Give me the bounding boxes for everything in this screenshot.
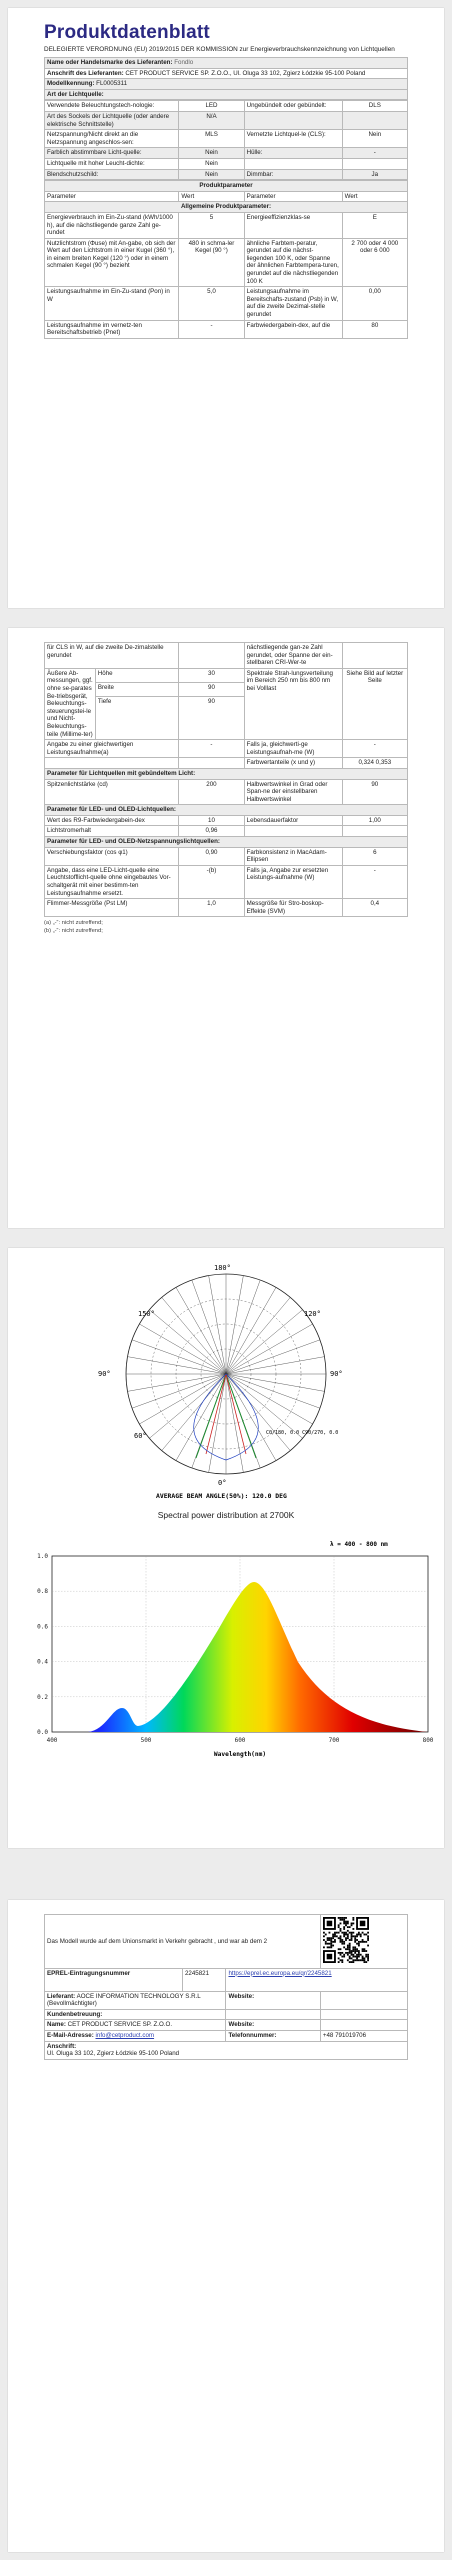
table-row: Lichtstromerhalt 0,96 (45, 826, 408, 837)
page-2 (8, 628, 444, 1228)
y-tick-label: 0.2 (37, 1693, 48, 1701)
type-table (44, 100, 408, 180)
x-tick-label: 400 (46, 1737, 58, 1744)
y-tick-label: 0.6 (37, 1623, 48, 1631)
col-header: Parameter (45, 191, 179, 202)
col-header: Wert (342, 191, 407, 202)
customer-service-label: Kundenbetreuung: (45, 2009, 226, 2020)
table-row: Spitzenlichtstärke (cd) 200 Halbwertswinkel in Grad oder Span-ne der einstellbaren Halbwertswinkel 90 (45, 779, 408, 805)
website2-label: Website: (226, 2020, 320, 2031)
polar-distribution-chart (8, 1254, 444, 1504)
table-row: Flimmer-Messgröße (Pst LM) 1,0 Messgröße für Stro-boskop-Effekte (SVM) 0,4 (45, 899, 408, 917)
supplier-table (44, 57, 408, 100)
table-row: Breite 90 (45, 682, 408, 696)
table-row (45, 1968, 408, 1991)
polar-label: 180° (214, 1264, 231, 1272)
x-tick-label: 800 (422, 1737, 434, 1744)
table-row: Name: CET PRODUCT SERVICE SP. Z.O.O. Website: (45, 2020, 408, 2031)
table-row: Farblich abstimmbare Licht-quelle: Nein Hülle: - (45, 148, 408, 159)
page-1 (8, 8, 444, 608)
supplier-address-row: Anschrift des Lieferanten: CET PRODUCT SERVICE SP. Z.O.O., Ul. Oluga 33 102, Zgierz Łódzkie 95-100 Poland (45, 68, 408, 79)
general-header: Allgemeine Produktparameter: (45, 202, 408, 213)
polar-label: 120° (304, 1310, 321, 1318)
table-row: Nutzlichtstrom (Φuse) mit An-gabe, ob sich der Wert auf den Lichtstrom in einer Kugel (360 °), in einem breiten Kegel (120 °) oder in einem schmalen Kegel (90 °) bezieht 480 in schma-ler Kegel (90 °) ähnliche Farbtem-peratur, gerundet auf die nächst-liegenden 100 K, oder Spanne der ähnlichen Farbtempera-turen, gerundet auf die nächstliegenden 100 K 2 700 oder 4 000 oder 6 000 (45, 238, 408, 287)
table-row: Leistungsaufnahme im vernetz-ten Bereitschaftsbetrieb (Pnet) - Farbwiedergabein-dex, auf die 80 (45, 320, 408, 338)
table-row: E-Mail-Adresse: info@cetproduct.com Telefonnummer: +48 791019706 (45, 2030, 408, 2041)
page-4 (8, 1900, 444, 2552)
qr-code-icon (323, 1917, 369, 1963)
table-row: Leistungsaufnahme im Ein-Zu-stand (Pon) in W 5,0 Leistungsaufnahme im Bereitschafts-zustand (Psb) in W, auf die zweite Dezimal-stelle gerundet 0,00 (45, 287, 408, 320)
y-tick-label: 1.0 (37, 1553, 48, 1560)
info-table (44, 1914, 408, 2060)
supplier-text: AOCE INFORMATION TECHNOLOGY S.R.L (Bevollmächtigter) (47, 1992, 201, 2008)
y-tick-label: 0.4 (37, 1658, 48, 1666)
footnote: (b) „-“: nicht zutreffend; (44, 928, 103, 935)
page-title: Produktdatenblatt (44, 22, 210, 43)
supplier-name-row: Name oder Handelsmarke des Lieferanten: Fondlo (45, 58, 408, 69)
table-row: für CLS in W, auf die zweite De-zimalstelle gerundet nächstliegende gan-ze Zahl gerundet, oder Spanne der ein-stellbaren CRI-Wer-te (45, 643, 408, 669)
x-tick-label: 700 (328, 1737, 340, 1744)
table-row: Verschiebungsfaktor (cos φ1) 0,90 Farbkonsistenz in MacAdam-Ellipsen 6 (45, 847, 408, 865)
table-row (45, 2009, 408, 2020)
polar-label: 90° (330, 1370, 343, 1378)
table-row: Farbwertanteile (x und y) 0,324 0,353 (45, 758, 408, 769)
table-row: Art des Sockels der Lichtquelle (oder andere elektrische Schnittstelle) N/A (45, 111, 408, 129)
table-row: Angabe zu einer gleichwertigen Leistungsaufnahme(a) - Falls ja, gleichwerti-ge Leistungsaufnah-me (W) - (45, 740, 408, 758)
table-row (45, 1915, 408, 1969)
table-row: Verwendete Beleuchtungstech-nologie: LED Ungebündelt oder gebündelt: DLS (45, 101, 408, 112)
market-text: Das Modell wurde auf dem Unionsmarkt in Verkehr gebracht , und war ab dem 2 (45, 1915, 321, 1969)
y-tick-label: 0.8 (37, 1588, 48, 1596)
footnote: (a) „-“: nicht zutreffend; (44, 920, 103, 927)
phone-label: Telefonnummer: (226, 2030, 320, 2041)
chart-caption: Spectral power distribution at 2700K (157, 1510, 295, 1520)
directional-header: Parameter für Lichtquellen mit gebündeltem Licht: (45, 768, 408, 779)
service-name: CET PRODUCT SERVICE SP. Z.O.O. (67, 2021, 173, 2029)
polar-side-label: C0/180, 0.0 C90/270, 0.0 (266, 1430, 339, 1436)
col-header: Parameter (244, 191, 342, 202)
table-row: Lichtquelle mit hoher Leucht-dichte: Nein (45, 158, 408, 169)
x-tick-label: 500 (140, 1737, 152, 1744)
table-row: Blendschutzschild: Nein Dimmbar: Ja (45, 169, 408, 180)
params-continued-table (44, 642, 408, 917)
polar-label: 60° (134, 1432, 147, 1440)
table-row: Lieferant: AOCE INFORMATION TECHNOLOGY S.R.L (Bevollmächtigter) Website: (45, 1991, 408, 2009)
mains-header: Parameter für LED- und OLED-Netzspannungslichtquellen: (45, 837, 408, 848)
eprel-label: EPREL-Eintragungsnummer (45, 1968, 183, 1991)
polar-label: 0° (218, 1479, 227, 1487)
table-row: Energieverbrauch im Ein-Zu-stand (kWh/1000 h), auf die nächstliegende ganze Zahl ge-rundet 5 Energieeffizienzklas-se E (45, 212, 408, 238)
polar-label: 150° (138, 1310, 155, 1318)
email-link[interactable]: info@cetproduct.com (95, 2031, 155, 2039)
table-row: Äußere Ab-messungen, ggf. ohne se-parates Be-triebsgerät, Beleuchtungs-steuerungstei-le und Nicht-Beleuchtungs-teile (Millime-ter) Höhe 30 Spektrale Strah-lungsverteilung im Bereich 250 nm bis 800 nm bei Volllast Siehe Bild auf letzter Seite (45, 668, 408, 682)
x-tick-label: 600 (234, 1737, 246, 1744)
table-row: Angabe, dass eine LED-Licht-quelle eine Leuchtstofflicht-quelle ohne eingebautes Vor-schaltgerät mit einer bestimm-ten Leistungsaufnahme ersetzt. -(b) Falls ja, Angabe zur ersetzten Leistungs-aufnahme (W) - (45, 865, 408, 898)
product-params-header: Produktparameter (45, 181, 408, 192)
eprel-link[interactable]: https://eprel.ec.europa.eu/qr/2245821 (228, 1969, 332, 1977)
table-row: Netzspannung/Nicht direkt an die Netzspannung angeschlos-sen: MLS Vernetzte Lichtquel-le (CLS): Nein (45, 130, 408, 148)
eprel-number: 2245821 (182, 1968, 226, 1991)
y-tick-label: 0.0 (37, 1729, 48, 1736)
polar-footer: AVERAGE BEAM ANGLE(50%): 120.0 DEG (156, 1492, 287, 1500)
product-params-table (44, 180, 408, 339)
phone-value: +48 791019706 (320, 2030, 407, 2041)
led-header: Parameter für LED- und OLED-Lichtquellen: (45, 805, 408, 816)
regulation-text: DELEGIERTE VERORDNUNG (EU) 2019/2015 DER KOMMISSION zur Energieverbrauchskennzeichnung von Lichtquellen (44, 46, 395, 53)
table-row: Anschrift: Ul. Oluga 33 102, Zgierz Łódzkie 95-100 Poland (45, 2041, 408, 2059)
dims-label: Äußere Ab-messungen, ggf. ohne se-parates Be-triebsgerät, Beleuchtungs-steuerungstei-le und Nicht-Beleuchtungs-teile (Millime-ter) (45, 668, 96, 739)
qr-code[interactable] (320, 1915, 407, 1969)
page-3 (8, 1248, 444, 1848)
type-header: Art der Lichtquelle: (45, 89, 408, 100)
table-row: Tiefe 90 (45, 697, 408, 740)
spectrum-chart (8, 1530, 444, 1774)
col-header: Wert (179, 191, 244, 202)
table-row: Wert des R9-Farbwiedergabein-dex 10 Lebensdauerfaktor 1,00 (45, 815, 408, 826)
x-axis-title: Wavelength(nm) (213, 1751, 267, 1758)
polar-label: 90° (98, 1370, 111, 1378)
spectrum-header: λ = 400 - 800 nm (330, 1541, 388, 1548)
service-address: Ul. Oluga 33 102, Zgierz Łódzkie 95-100 Poland (47, 2050, 180, 2058)
model-row: Modellkennung: FL0005311 (45, 79, 408, 90)
website-label: Website: (226, 1991, 320, 2009)
